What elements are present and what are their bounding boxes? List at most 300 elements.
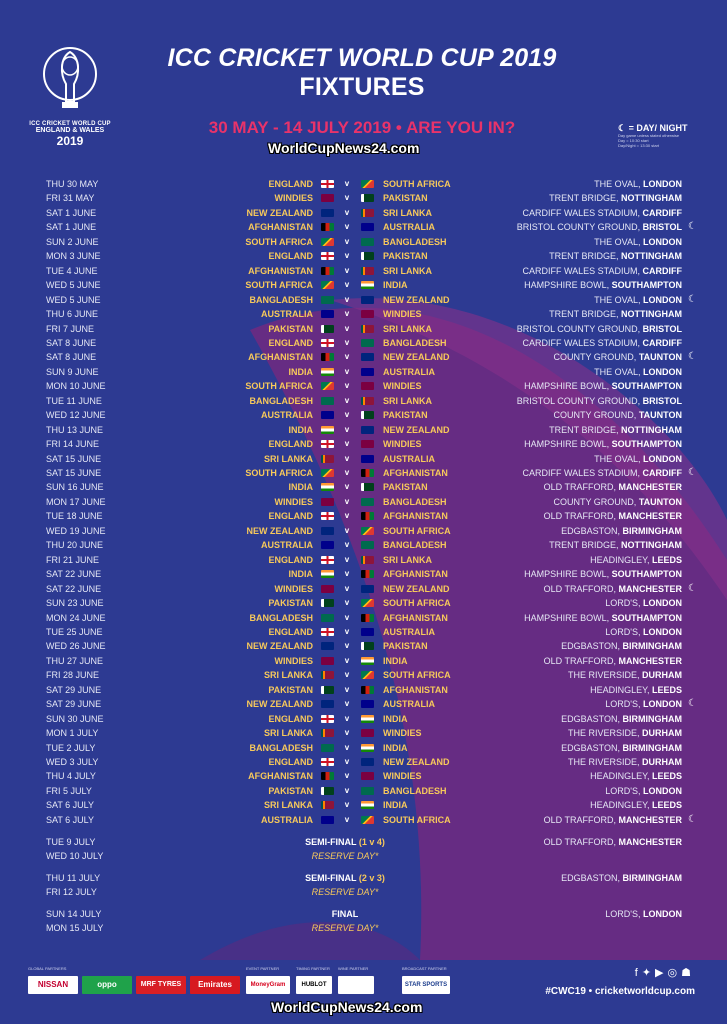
sponsor-mrf[interactable]: MRF TYRES <box>136 976 186 994</box>
venue-city: SOUTHAMPTON <box>611 381 682 392</box>
team2-name: AUSTRALIA <box>383 366 435 377</box>
knockout-row <box>0 871 727 885</box>
fixture-row <box>0 755 727 769</box>
knockout-stage <box>265 835 425 849</box>
fixture-date: FRI 14 JUNE <box>46 439 100 450</box>
new-zealand-flag-icon <box>321 700 334 708</box>
team2-name: PAKISTAN <box>383 410 428 421</box>
england-flag-icon <box>321 440 334 448</box>
venue-city: DURHAM <box>642 728 682 739</box>
team2-name: PAKISTAN <box>383 482 428 493</box>
team1-name: WINDIES <box>274 193 313 204</box>
team1-name: INDIA <box>288 482 313 493</box>
venue <box>568 755 682 769</box>
team1-name: SRI LANKA <box>264 728 313 739</box>
venue-ground: OLD TRAFFORD, <box>543 814 616 825</box>
venue-ground: THE OVAL, <box>594 236 641 247</box>
venue <box>568 726 682 740</box>
sri-lanka-flag-icon <box>321 671 334 679</box>
team2-name: NEW ZEALAND <box>383 424 450 435</box>
versus-label: v <box>344 655 350 665</box>
venue <box>605 907 682 921</box>
team2-name: AUSTRALIA <box>383 626 435 637</box>
sponsor-oppo[interactable]: oppo <box>82 976 132 994</box>
venue <box>605 697 682 711</box>
venue-ground: LORD'S, <box>605 626 641 637</box>
fixture-date: SUN 30 JUNE <box>46 713 104 724</box>
venue-city: LONDON <box>643 909 682 919</box>
fixture-row <box>0 654 727 668</box>
fixture-date: SUN 2 JUNE <box>46 236 99 247</box>
venue-city: CARDIFF <box>642 265 682 276</box>
fixture-date: TUE 25 JUNE <box>46 626 103 637</box>
versus-label: v <box>344 309 350 319</box>
team1-name: BANGLADESH <box>249 395 313 406</box>
team1-name: AFGHANISTAN <box>248 265 313 276</box>
fixture-date: FRI 31 MAY <box>46 193 95 204</box>
afghanistan-flag-icon <box>361 614 374 622</box>
legend-sub1: Day game unless stated otherwise <box>618 133 680 138</box>
venue <box>594 235 682 249</box>
moon-icon: ☾ <box>688 698 697 710</box>
afghanistan-flag-icon <box>321 267 334 275</box>
south-africa-flag-icon <box>321 238 334 246</box>
fixture-row <box>0 813 727 827</box>
versus-label: v <box>344 742 350 752</box>
venue-ground: HEADINGLEY, <box>590 684 650 695</box>
versus-label: v <box>344 713 350 723</box>
fixture-date: SAT 15 JUNE <box>46 468 102 478</box>
new-zealand-flag-icon <box>361 758 374 766</box>
india-flag-icon <box>321 570 334 578</box>
australia-flag-icon <box>361 628 374 636</box>
sponsor-nissan[interactable]: NISSAN <box>28 976 78 994</box>
moon-icon: ☾ <box>688 351 697 363</box>
venue <box>590 683 682 697</box>
cwc-logo <box>28 44 112 148</box>
team2-name: AFGHANISTAN <box>383 511 448 522</box>
venue <box>605 784 682 798</box>
venue <box>522 264 682 278</box>
team1-name: WINDIES <box>274 655 313 666</box>
venue-city: LEEDS <box>651 684 682 695</box>
venue <box>594 452 682 466</box>
afghanistan-flag-icon <box>321 223 334 231</box>
sri-lanka-flag-icon <box>361 325 374 333</box>
fixture-row <box>0 394 727 408</box>
afghanistan-flag-icon <box>361 469 374 477</box>
bangladesh-flag-icon <box>361 498 374 506</box>
venue-ground: THE OVAL, <box>594 453 641 464</box>
team1-name: BANGLADESH <box>249 742 313 753</box>
versus-label: v <box>344 785 350 795</box>
versus-label: v <box>344 670 350 680</box>
team2-name: INDIA <box>383 655 408 666</box>
reserve-date: FRI 12 JULY <box>46 887 97 897</box>
venue <box>553 350 682 364</box>
fixture-date: SAT 29 JUNE <box>46 684 102 695</box>
venue-city: DURHAM <box>642 757 682 767</box>
venue-ground: TRENT BRIDGE, <box>549 424 619 435</box>
team1-name: INDIA <box>288 424 313 435</box>
fixture-row <box>0 668 727 682</box>
twitter-icon[interactable]: ✦ <box>641 967 656 979</box>
instagram-icon[interactable]: ◎ <box>667 967 682 979</box>
fixture-date: WED 5 JUNE <box>46 294 101 305</box>
versus-label: v <box>344 424 350 434</box>
pakistan-flag-icon <box>321 787 334 795</box>
fixture-row <box>0 683 727 697</box>
venue-city: SOUTHAMPTON <box>611 612 682 623</box>
stage-name: SEMI-FINAL <box>305 873 357 883</box>
fixture-row <box>0 784 727 798</box>
team1-name: PAKISTAN <box>268 598 313 609</box>
fixture-row <box>0 437 727 451</box>
india-flag-icon <box>321 368 334 376</box>
knockout-date: SUN 14 JULY <box>46 909 102 919</box>
sponsor-star-sports[interactable]: STAR SPORTS <box>402 976 450 994</box>
venue-city: MANCHESTER <box>618 837 682 847</box>
bangladesh-flag-icon <box>361 787 374 795</box>
versus-label: v <box>344 583 350 593</box>
versus-label: v <box>344 193 350 203</box>
versus-label: v <box>344 179 350 188</box>
fixture-date: WED 26 JUNE <box>46 641 106 652</box>
venue-ground: LORD'S, <box>605 785 641 796</box>
fixture-row <box>0 307 727 321</box>
venue-city: BRISTOL <box>642 323 682 334</box>
hashtag: #CWC19 <box>545 986 586 997</box>
fixture-date: THU 13 JUNE <box>46 424 104 435</box>
pakistan-flag-icon <box>361 252 374 260</box>
venue-ground: TRENT BRIDGE, <box>549 309 619 320</box>
team2-name: INDIA <box>383 742 408 753</box>
venue <box>517 220 682 234</box>
venue-ground: COUNTY GROUND, <box>553 496 637 507</box>
team2-name: INDIA <box>383 280 408 291</box>
venue <box>561 524 682 538</box>
youtube-icon[interactable]: ▶ <box>655 967 668 979</box>
venue <box>524 611 682 625</box>
venue <box>524 379 682 393</box>
australia-flag-icon <box>361 455 374 463</box>
fixture-row <box>0 264 727 278</box>
venue-city: NOTTINGHAM <box>621 424 682 435</box>
versus-label: v <box>344 771 350 781</box>
venue <box>605 596 682 610</box>
fixture-date: FRI 7 JUNE <box>46 323 95 334</box>
fixture-date: SAT 1 JUNE <box>46 207 97 218</box>
team1-name: SOUTH AFRICA <box>245 468 313 478</box>
fixture-date: THU 30 MAY <box>46 179 99 189</box>
team1-name: PAKISTAN <box>268 785 313 796</box>
team2-name: NEW ZEALAND <box>383 352 450 363</box>
team1-name: ENGLAND <box>268 179 313 189</box>
versus-label: v <box>344 684 350 694</box>
venue-city: LONDON <box>643 785 682 796</box>
snapchat-icon[interactable]: ☗ <box>681 967 695 979</box>
england-flag-icon <box>321 512 334 520</box>
afghanistan-flag-icon <box>361 570 374 578</box>
legend-sub3: Day/Night = 13:30 start <box>618 143 660 148</box>
venue <box>522 206 682 220</box>
team1-name: PAKISTAN <box>268 323 313 334</box>
venue-city: TAUNTON <box>638 496 682 507</box>
fixture-row <box>0 769 727 783</box>
india-flag-icon <box>321 483 334 491</box>
venue <box>517 394 682 408</box>
versus-label: v <box>344 569 350 579</box>
afghanistan-flag-icon <box>361 512 374 520</box>
south-africa-flag-icon <box>321 281 334 289</box>
fixture-row <box>0 596 727 610</box>
team1-name: NEW ZEALAND <box>246 699 313 710</box>
new-zealand-flag-icon <box>361 426 374 434</box>
venue-ground: TRENT BRIDGE, <box>549 251 619 262</box>
versus-label: v <box>344 598 350 608</box>
knockout-stage <box>265 907 425 921</box>
team1-name: AUSTRALIA <box>261 540 313 551</box>
venue-ground: CARDIFF WALES STADIUM, <box>522 265 640 276</box>
afghanistan-flag-icon <box>321 353 334 361</box>
venue-ground: OLD TRAFFORD, <box>543 655 616 666</box>
fixture-row <box>0 322 727 336</box>
fixture-row <box>0 509 727 523</box>
team2-name: AFGHANISTAN <box>383 612 448 623</box>
title-line1: ICC CRICKET WORLD CUP 2019 <box>167 44 557 72</box>
reserve-row <box>0 849 727 863</box>
versus-label: v <box>344 366 350 376</box>
team2-name: BANGLADESH <box>383 540 447 551</box>
venue-city: LONDON <box>643 236 682 247</box>
fixture-row <box>0 350 727 364</box>
team2-name: SRI LANKA <box>383 554 432 565</box>
moon-icon: ☾ <box>688 467 697 478</box>
team1-name: NEW ZEALAND <box>246 207 313 218</box>
fixture-date: WED 12 JUNE <box>46 410 106 421</box>
sri-lanka-flag-icon <box>361 556 374 564</box>
afghanistan-flag-icon <box>361 686 374 694</box>
hashtag-website: #CWC19 • cricketworldcup.com <box>545 986 695 997</box>
versus-label: v <box>344 699 350 709</box>
bangladesh-flag-icon <box>361 339 374 347</box>
venue <box>561 639 682 653</box>
venue-city: MANCHESTER <box>618 482 682 493</box>
global-partners-label: GLOBAL PARTNERS <box>28 966 67 971</box>
bangladesh-flag-icon <box>361 238 374 246</box>
pakistan-flag-icon <box>321 325 334 333</box>
venue <box>553 495 682 509</box>
windies-flag-icon <box>361 729 374 737</box>
fixture-date: TUE 18 JUNE <box>46 511 103 522</box>
venue-ground: BRISTOL COUNTY GROUND, <box>516 323 641 334</box>
fixture-row <box>0 625 727 639</box>
versus-label: v <box>344 496 350 506</box>
venue-ground: HAMPSHIRE BOWL, <box>524 280 610 291</box>
venue-ground: CARDIFF WALES STADIUM, <box>522 468 640 478</box>
sponsor-wine[interactable] <box>338 976 374 994</box>
venue-city: BIRMINGHAM <box>622 525 682 536</box>
fixture-date: FRI 28 JUNE <box>46 670 100 681</box>
team2-name: SRI LANKA <box>383 207 432 218</box>
venue <box>522 336 682 350</box>
venue-ground: CARDIFF WALES STADIUM, <box>522 207 640 218</box>
fixture-date: SAT 15 JUNE <box>46 453 102 464</box>
team2-name: SOUTH AFRICA <box>383 670 451 681</box>
stage-name: FINAL <box>331 909 359 919</box>
versus-label: v <box>344 626 350 636</box>
versus-label: v <box>344 222 350 232</box>
fixture-row <box>0 639 727 653</box>
versus-label: v <box>344 251 350 261</box>
fixture-date: SAT 1 JUNE <box>46 222 97 233</box>
venue-city: SOUTHAMPTON <box>611 280 682 291</box>
india-flag-icon <box>361 715 374 723</box>
fixture-date: SUN 9 JUNE <box>46 366 99 377</box>
fixture-date: MON 10 JUNE <box>46 381 106 392</box>
venue <box>561 741 682 755</box>
venue-ground: BRISTOL COUNTY GROUND, <box>516 222 641 233</box>
fixture-row <box>0 206 727 220</box>
fixture-row <box>0 495 727 509</box>
bangladesh-flag-icon <box>321 614 334 622</box>
venue-ground: HEADINGLEY, <box>590 554 650 565</box>
new-zealand-flag-icon <box>361 296 374 304</box>
team1-name: SRI LANKA <box>264 800 313 811</box>
versus-label: v <box>344 814 350 824</box>
venue <box>524 278 682 292</box>
venue-city: LONDON <box>643 626 682 637</box>
versus-label: v <box>344 511 350 521</box>
venue-ground: OLD TRAFFORD, <box>543 482 616 493</box>
bangladesh-flag-icon <box>361 541 374 549</box>
venue <box>549 538 682 552</box>
team2-name: AFGHANISTAN <box>383 468 448 478</box>
page-title <box>112 44 612 102</box>
venue <box>524 567 682 581</box>
venue-ground: COUNTY GROUND, <box>553 410 637 421</box>
team1-name: ENGLAND <box>268 554 313 565</box>
sponsor-hublot[interactable]: HUBLOT <box>296 976 332 994</box>
venue <box>517 322 682 336</box>
team1-name: ENGLAND <box>268 251 313 262</box>
team1-name: ENGLAND <box>268 337 313 348</box>
trophy-icon <box>40 44 100 114</box>
venue <box>544 480 682 494</box>
fixture-date: MON 17 JUNE <box>46 496 106 507</box>
team2-name: SOUTH AFRICA <box>383 598 451 609</box>
venue-ground: EDGBASTON, <box>561 713 620 724</box>
venue <box>544 813 682 827</box>
south-africa-flag-icon <box>361 599 374 607</box>
australia-flag-icon <box>361 223 374 231</box>
india-flag-icon <box>361 657 374 665</box>
sponsor-emirates[interactable]: Emirates <box>190 976 240 994</box>
team2-name: NEW ZEALAND <box>383 583 450 594</box>
new-zealand-flag-icon <box>361 585 374 593</box>
venue-city: BIRMINGHAM <box>622 713 682 724</box>
venue-city: NOTTINGHAM <box>621 193 682 204</box>
venue-ground: HEADINGLEY, <box>590 771 650 782</box>
venue-city: BIRMINGHAM <box>622 742 682 753</box>
windies-flag-icon <box>321 194 334 202</box>
fixture-date: THU 27 JUNE <box>46 655 104 666</box>
venue <box>594 365 682 379</box>
venue-city: NOTTINGHAM <box>621 309 682 320</box>
team1-name: AUSTRALIA <box>261 814 313 825</box>
team1-name: WINDIES <box>274 583 313 594</box>
team2-name: AUSTRALIA <box>383 222 435 233</box>
england-flag-icon <box>321 628 334 636</box>
england-flag-icon <box>321 556 334 564</box>
fixture-row <box>0 582 727 596</box>
venue-city: LEEDS <box>651 771 682 782</box>
venue <box>605 625 682 639</box>
versus-label: v <box>344 554 350 564</box>
stage-name: SEMI-FINAL <box>305 837 357 847</box>
venue-ground: EDGBASTON, <box>561 525 620 536</box>
venue-ground: EDGBASTON, <box>561 873 620 883</box>
india-flag-icon <box>361 801 374 809</box>
team2-name: BANGLADESH <box>383 496 447 507</box>
team1-name: ENGLAND <box>268 511 313 522</box>
venue-city: BRISTOL <box>642 222 682 233</box>
south-africa-flag-icon <box>361 180 374 188</box>
fixture-row <box>0 220 727 234</box>
team1-name: INDIA <box>288 569 313 580</box>
facebook-icon[interactable]: f <box>634 967 642 979</box>
versus-label: v <box>344 482 350 492</box>
fixture-date: SAT 8 JUNE <box>46 352 97 363</box>
windies-flag-icon <box>361 382 374 390</box>
sponsor-moneygram[interactable]: MoneyGram <box>246 976 290 994</box>
team1-name: WINDIES <box>274 496 313 507</box>
team2-name: WINDIES <box>383 309 422 320</box>
team1-name: SOUTH AFRICA <box>245 280 313 291</box>
pakistan-flag-icon <box>361 194 374 202</box>
new-zealand-flag-icon <box>321 527 334 535</box>
venue-city: CARDIFF <box>642 337 682 348</box>
new-zealand-flag-icon <box>361 353 374 361</box>
venue-ground: LORD'S, <box>605 699 641 710</box>
windies-flag-icon <box>321 498 334 506</box>
fixture-row <box>0 466 727 480</box>
venue-city: BIRMINGHAM <box>622 641 682 652</box>
reserve-date: WED 10 JULY <box>46 851 104 861</box>
team2-name: PAKISTAN <box>383 193 428 204</box>
fixture-date: FRI 5 JULY <box>46 785 92 796</box>
team2-name: SRI LANKA <box>383 395 432 406</box>
venue-city: TAUNTON <box>638 352 682 363</box>
team2-name: WINDIES <box>383 439 422 450</box>
venue-ground: THE RIVERSIDE, <box>567 670 640 681</box>
versus-label: v <box>344 525 350 535</box>
venue-ground: TRENT BRIDGE, <box>549 193 619 204</box>
versus-label: v <box>344 453 350 463</box>
sri-lanka-flag-icon <box>321 801 334 809</box>
fixture-row <box>0 423 727 437</box>
reserve-label: RESERVE DAY* <box>311 887 379 897</box>
venue <box>561 871 682 885</box>
venue <box>594 177 682 191</box>
fixture-date: SAT 6 JULY <box>46 800 95 811</box>
team1-name: NEW ZEALAND <box>246 525 313 536</box>
venue-city: SOUTHAMPTON <box>611 439 682 450</box>
venue-city: LONDON <box>643 598 682 609</box>
website-link[interactable]: cricketworldcup.com <box>594 986 695 997</box>
venue-city: NOTTINGHAM <box>621 251 682 262</box>
south-africa-flag-icon <box>361 671 374 679</box>
